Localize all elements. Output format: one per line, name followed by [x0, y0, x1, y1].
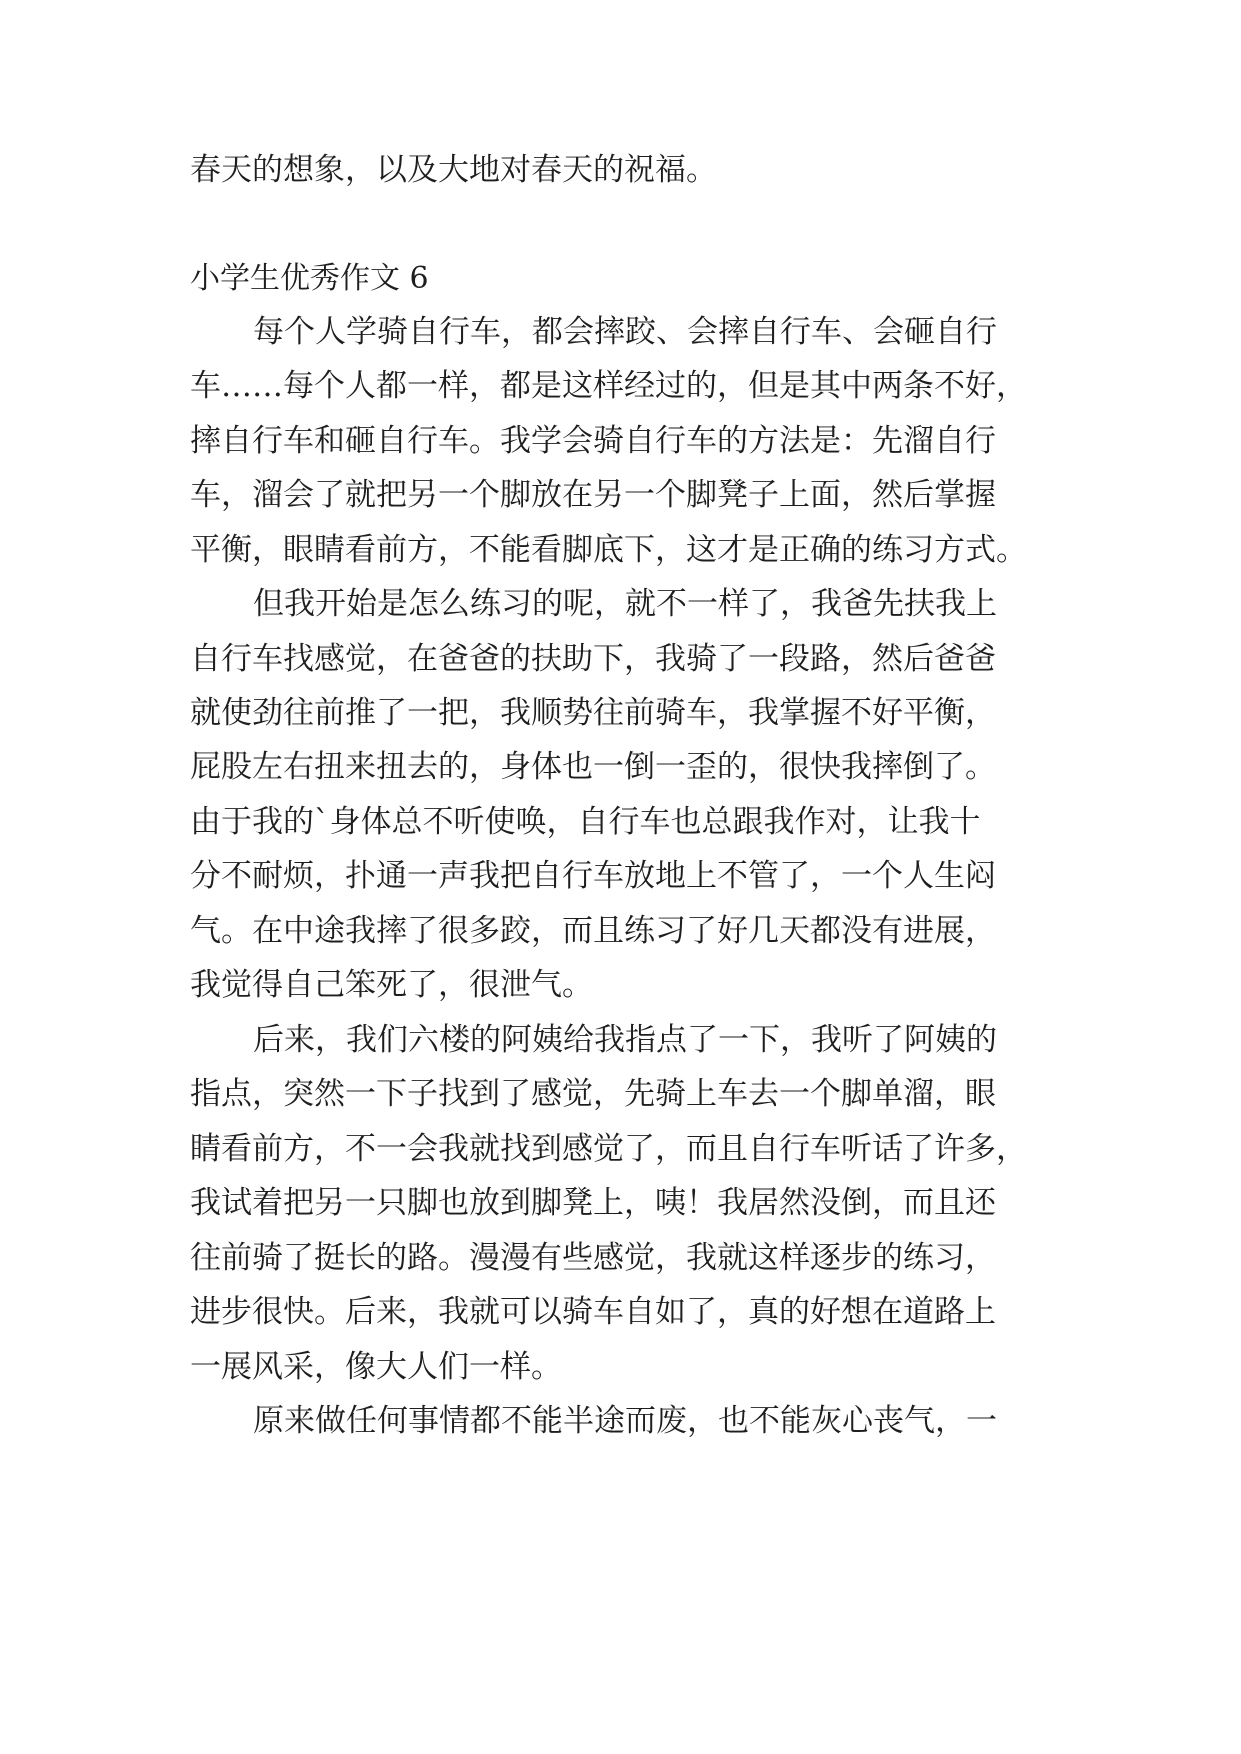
paragraph-3-line-2: 指点，突然一下子找到了感觉，先骑上车去一个脚单溜，眼 [190, 1076, 996, 1112]
paragraph-1-line-3: 摔自行车和砸自行车。我学会骑自行车的方法是：先溜自行 [190, 423, 996, 459]
paragraph-2-line-6: 分不耐烦，扑通一声我把自行车放地上不管了，一个人生闷 [190, 858, 996, 894]
paragraph-3-line-4: 我试着把另一只脚也放到脚凳上，咦！我居然没倒，而且还 [190, 1185, 996, 1221]
paragraph-3-line-3: 睛看前方，不一会我就找到感觉了，而且自行车听话了许多， [190, 1131, 1027, 1167]
paragraph-2-line-5: 由于我的`身体总不听使唤，自行车也总跟我作对，让我十 [190, 804, 981, 840]
paragraph-2-line-3: 就使劲往前推了一把，我顺势往前骑车，我掌握不好平衡， [190, 695, 996, 731]
intro-line: 春天的想象，以及大地对春天的祝福。 [190, 152, 717, 188]
paragraph-1-line-1: 每个人学骑自行车，都会摔跤、会摔自行车、会砸自行 [253, 314, 997, 350]
paragraph-3-line-1: 后来，我们六楼的阿姨给我指点了一下，我听了阿姨的 [253, 1022, 997, 1058]
paragraph-2-line-1: 但我开始是怎么练习的呢，就不一样了，我爸先扶我上 [253, 586, 997, 622]
paragraph-1-line-5: 平衡，眼睛看前方，不能看脚底下，这才是正确的练习方式。 [190, 532, 1027, 568]
paragraph-4-line-1: 原来做任何事情都不能半途而废，也不能灰心丧气，一 [253, 1403, 997, 1439]
paragraph-2-line-2: 自行车找感觉，在爸爸的扶助下，我骑了一段路，然后爸爸 [190, 641, 996, 677]
section-heading: 小学生优秀作文 6 [190, 261, 429, 296]
paragraph-3-line-6: 进步很快。后来，我就可以骑车自如了，真的好想在道路上 [190, 1294, 996, 1330]
paragraph-2-line-7: 气。在中途我摔了很多跤，而且练习了好几天都没有进展， [190, 913, 996, 949]
paragraph-3-line-5: 往前骑了挺长的路。漫漫有些感觉，我就这样逐步的练习， [190, 1240, 996, 1276]
paragraph-3-line-7: 一展风采，像大人们一样。 [190, 1349, 562, 1385]
paragraph-2-line-4: 屁股左右扭来扭去的，身体也一倒一歪的，很快我摔倒了。 [190, 749, 996, 785]
paragraph-1-line-4: 车，溜会了就把另一个脚放在另一个脚凳子上面，然后掌握 [190, 477, 996, 513]
paragraph-2-line-8: 我觉得自己笨死了，很泄气。 [190, 967, 593, 1003]
paragraph-1-line-2: 车……每个人都一样，都是这样经过的，但是其中两条不好， [190, 368, 1027, 404]
